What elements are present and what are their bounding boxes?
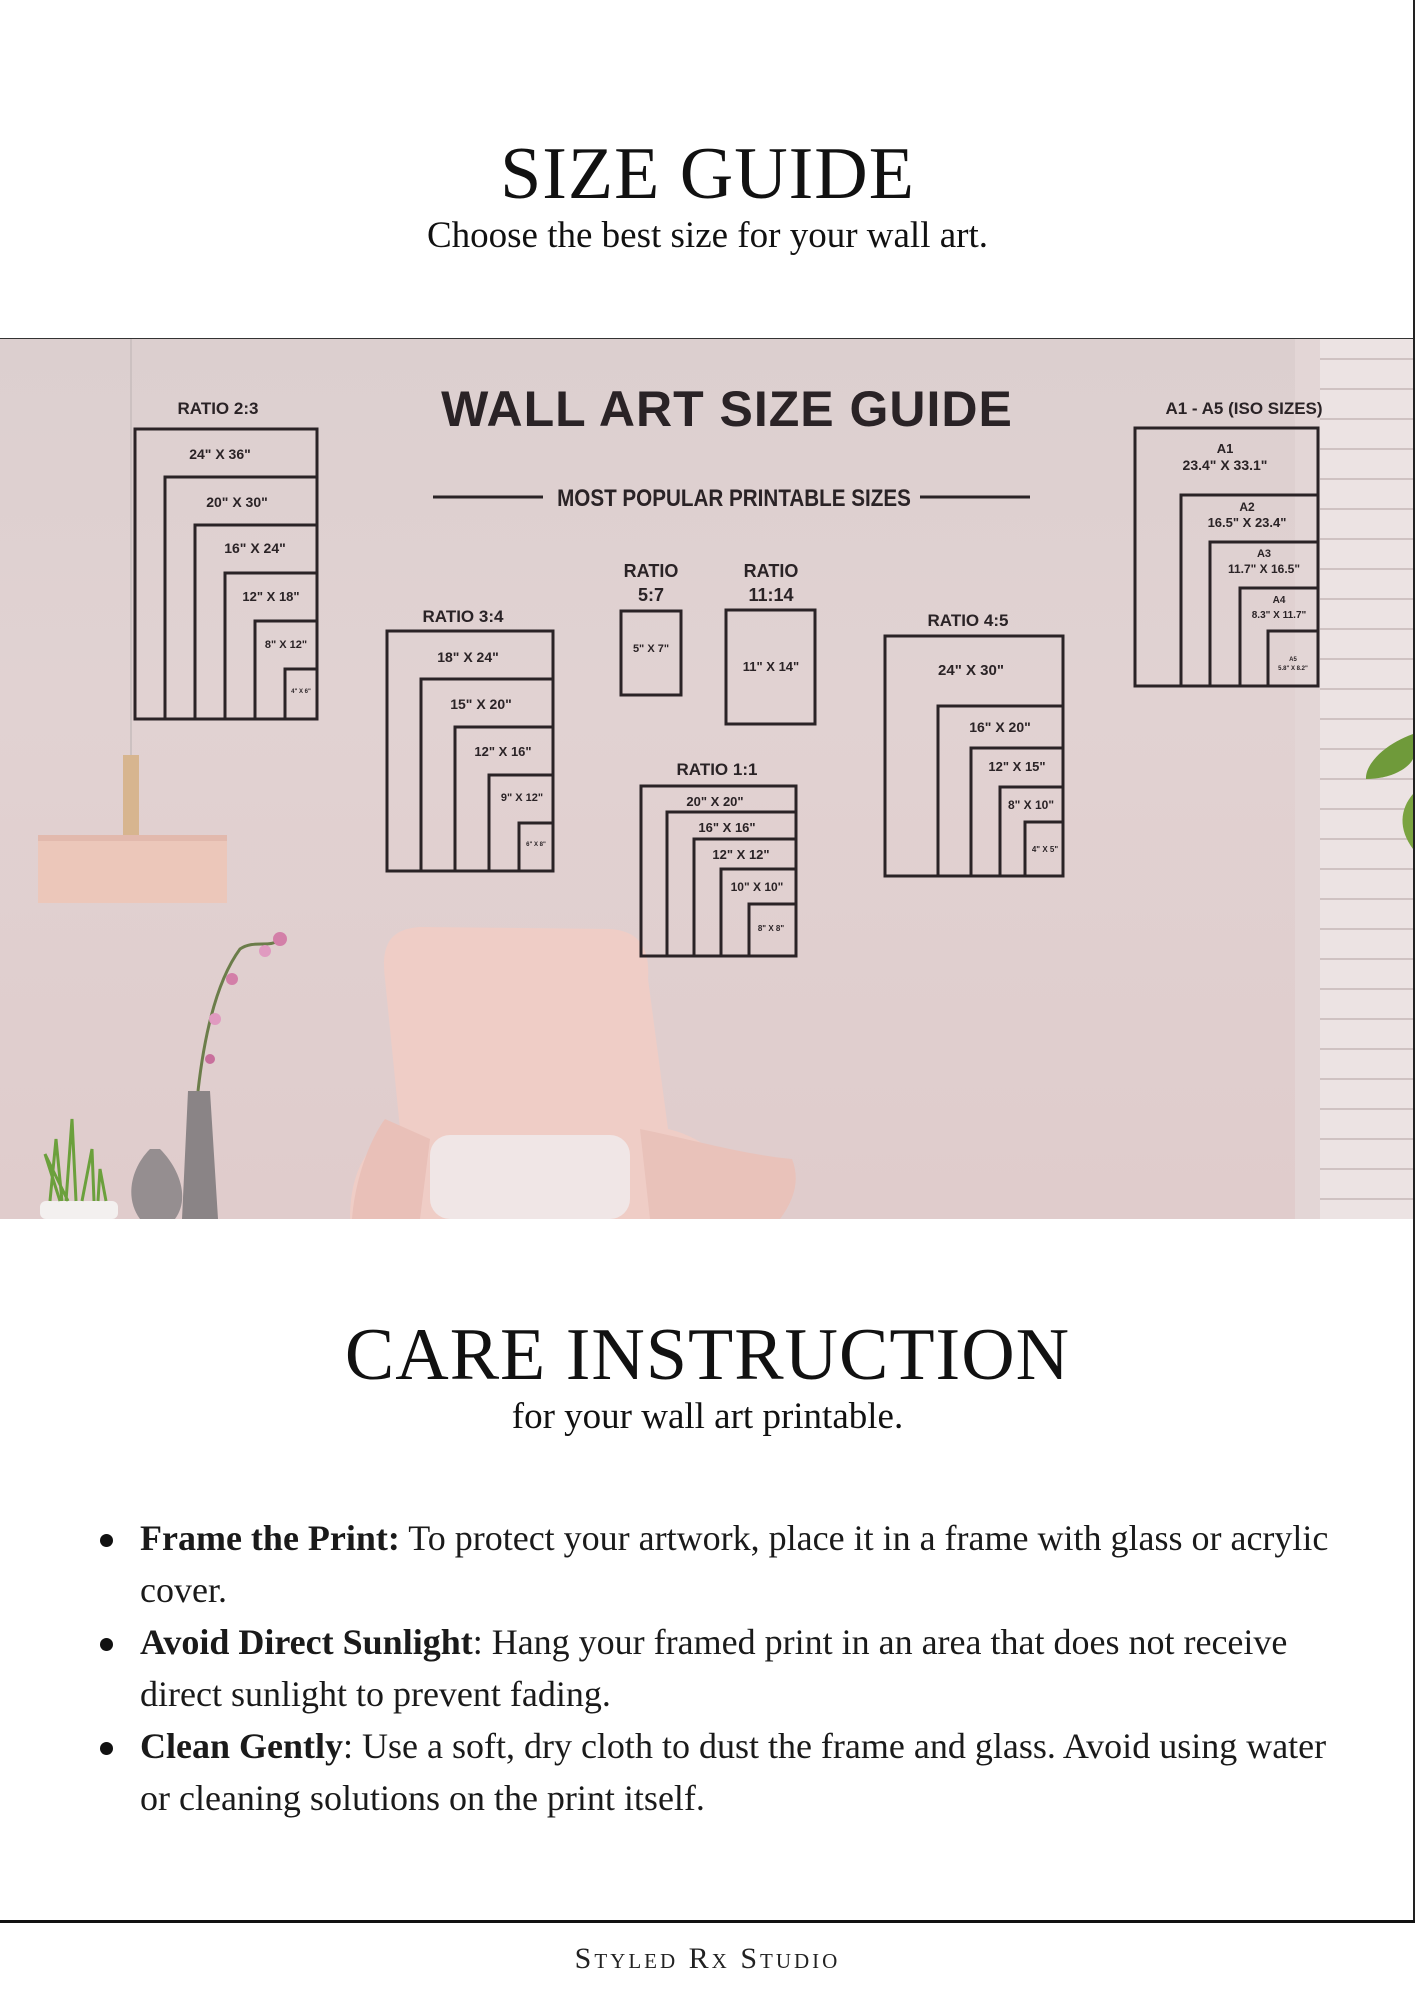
ratio-2-3-label: RATIO 2:3 — [177, 399, 259, 418]
care-item-text: To protect your artwork, place it in a frame with glass or acrylic cover. — [140, 1518, 1329, 1610]
size-label: 18" X 24" — [437, 649, 499, 665]
iso-size-name: A1 — [1216, 441, 1234, 456]
size-label: 8" X 10" — [1007, 798, 1055, 812]
armchair — [350, 927, 796, 1219]
poster-title: WALL ART SIZE GUIDE — [441, 381, 1013, 437]
size-label: 15" X 20" — [450, 696, 512, 712]
care-subtitle: for your wall art printable. — [511, 1396, 904, 1437]
size-label: 20" X 30" — [206, 494, 268, 510]
iso-label: A1 - A5 (ISO SIZES) — [1165, 399, 1323, 418]
ratio-11-14-label: 11:14 — [748, 585, 794, 605]
size-label: 11" X 14" — [742, 659, 800, 674]
care-item-text: : Use a soft, dry cloth to dust the frame and glass. Avoid using water or cleaning solutions on the print itself. — [140, 1726, 1327, 1818]
size-label: 5" X 7" — [632, 643, 670, 655]
iso-size-dims: 8.3" X 11.7" — [1251, 610, 1307, 621]
bullet-icon — [100, 1742, 113, 1755]
size-label: 24" X 30" — [938, 662, 1004, 679]
care-item-heading: Clean Gently — [140, 1726, 343, 1766]
iso-size-name: A5 — [1289, 657, 1297, 663]
size-label: 10" X 10" — [730, 880, 784, 894]
care-list — [100, 1512, 1330, 1824]
size-label: 24" X 36" — [189, 446, 251, 462]
care-item — [100, 1512, 1330, 1616]
size-label: 4" X 5" — [1031, 845, 1059, 854]
iso-size-dims: 5.8" X 8.2" — [1278, 666, 1308, 672]
footer-divider — [0, 1920, 1415, 1923]
size-label: 4" X 6" — [291, 689, 311, 695]
iso-size-name: A3 — [1256, 548, 1272, 560]
iso-size-dims: 16.5" X 23.4" — [1207, 515, 1287, 530]
pendant-lamp — [38, 339, 227, 903]
bullet-icon — [100, 1638, 113, 1651]
size-label: 9" X 12" — [500, 792, 544, 804]
footer-brand: Styled Rx Studio — [574, 1942, 841, 1975]
ratio-5-7-label: RATIO — [623, 561, 679, 581]
care-item — [100, 1720, 1330, 1824]
care-title: CARE INSTRUCTION — [344, 1314, 1071, 1396]
iso-size-name: A2 — [1239, 500, 1255, 514]
care-item — [100, 1616, 1330, 1720]
poster-subtitle: MOST POPULAR PRINTABLE SIZES — [557, 484, 911, 512]
ratio-3-4-label: RATIO 3:4 — [422, 607, 504, 626]
iso-size-dims: 23.4" X 33.1" — [1182, 457, 1268, 473]
size-label: 20" X 20" — [686, 794, 744, 809]
decor-plants — [40, 932, 287, 1219]
care-item-heading: Frame the Print: — [140, 1518, 400, 1558]
size-label: 8" X 12" — [264, 639, 308, 651]
size-label: 12" X 15" — [988, 759, 1046, 774]
size-guide-subtitle: Choose the best size for your wall art. — [426, 215, 989, 256]
size-label: 8" X 8" — [757, 924, 785, 933]
ratio-1-1-label: RATIO 1:1 — [676, 760, 758, 779]
size-guide-title: SIZE GUIDE — [500, 133, 915, 215]
size-label: 16" X 24" — [224, 540, 286, 556]
window-shutter — [1295, 339, 1413, 1219]
ratio-5-7-label: 5:7 — [637, 585, 665, 605]
size-label: 12" X 16" — [474, 744, 532, 759]
size-label: 6" X 8" — [526, 842, 546, 848]
iso-size-dims: 11.7" X 16.5" — [1227, 562, 1301, 576]
ratio-4-5-label: RATIO 4:5 — [927, 611, 1009, 630]
size-label: 12" X 12" — [712, 847, 770, 862]
iso-size-name: A4 — [1272, 595, 1286, 606]
care-item-heading: Avoid Direct Sunlight — [140, 1622, 473, 1662]
bullet-icon — [100, 1534, 113, 1547]
size-label: 16" X 16" — [698, 820, 756, 835]
size-guide-photo — [0, 338, 1413, 1219]
size-label: 16" X 20" — [969, 719, 1031, 735]
ratio-11-14-label: RATIO — [743, 561, 799, 581]
size-label: 12" X 18" — [242, 589, 300, 604]
care-item-text: : Hang your framed print in an area that does not receive direct sunlight to prevent fading. — [140, 1622, 1288, 1714]
